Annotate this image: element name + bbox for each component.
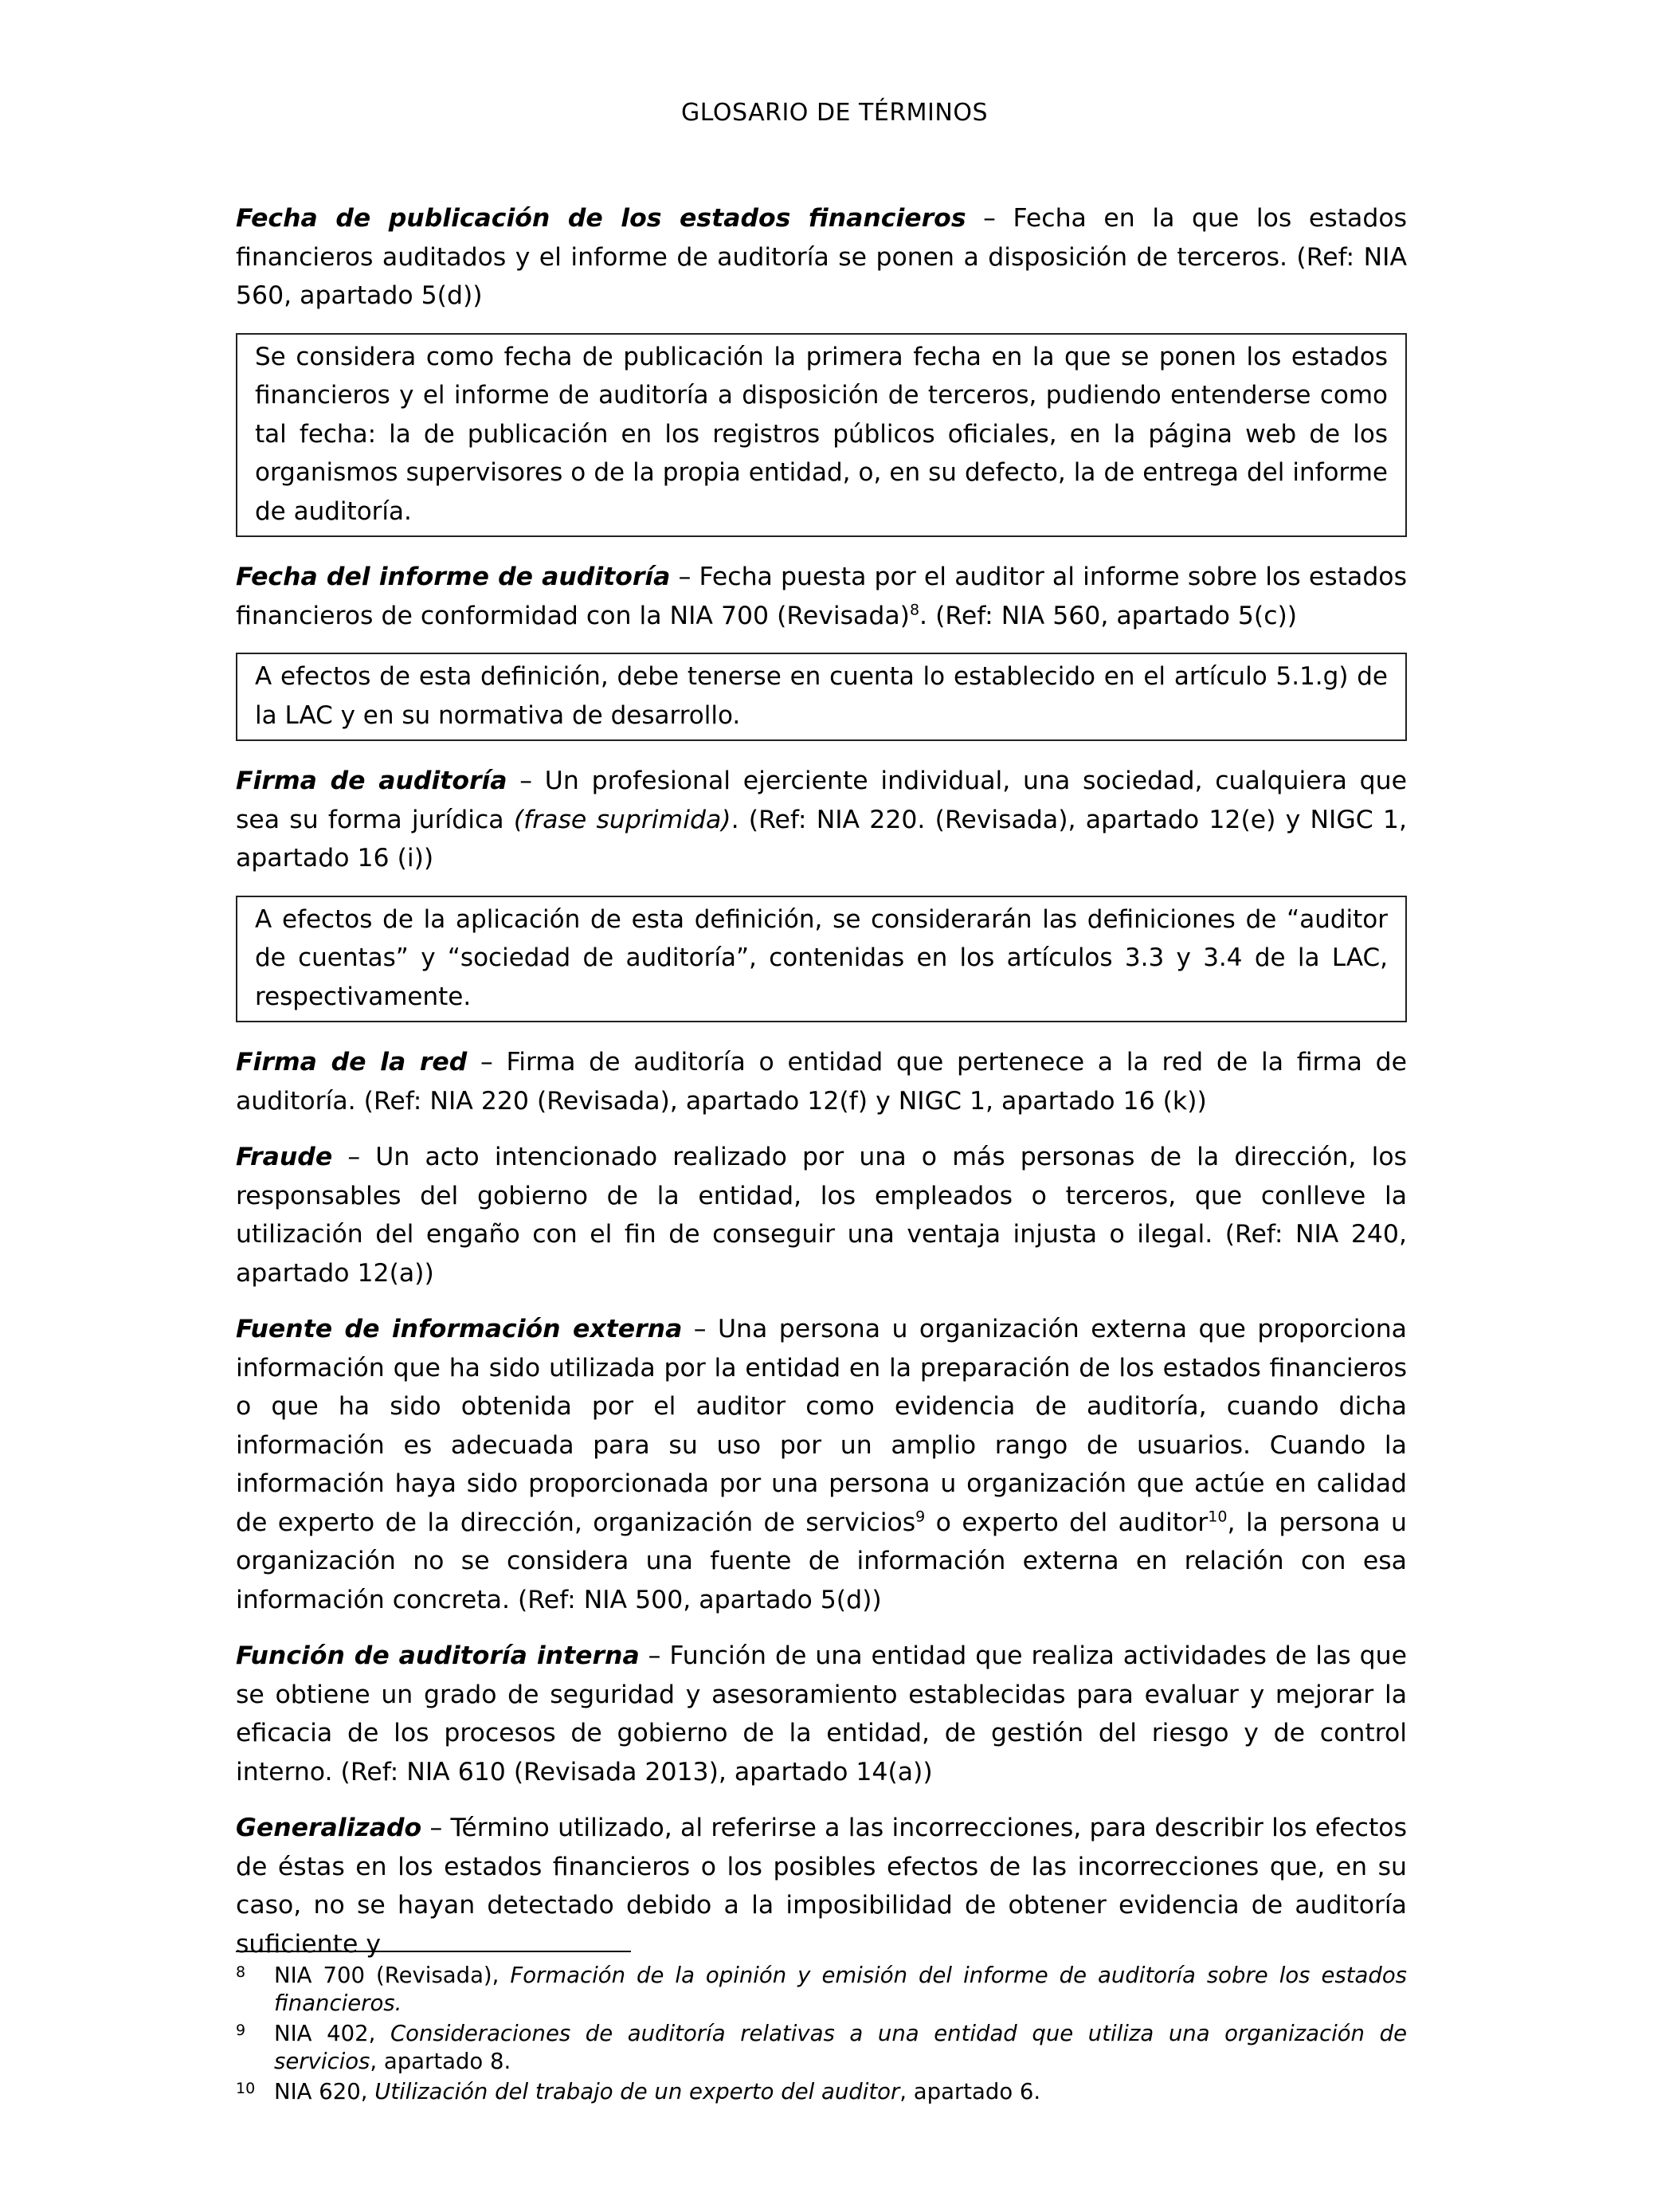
footnote-tail: , apartado 6. <box>899 2079 1041 2104</box>
note-box <box>236 653 1407 741</box>
glossary-entry <box>236 1043 1407 1120</box>
glossary-definition-tail: . (Ref: NIA 560, apartado 5(c)) <box>919 601 1298 630</box>
glossary-entry <box>236 1809 1407 1963</box>
glossary-term: Fuente de información externa <box>236 1315 683 1343</box>
page-header: GLOSARIO DE TÉRMINOS <box>680 99 988 127</box>
glossary-definition: – Fecha puesta por el auditor al informe sobre los estados financieros de conformidad con la NIA 700 (Revisada) <box>236 563 1407 630</box>
glossary-term: Fecha del informe de auditoría <box>236 563 671 591</box>
glossary-definition: – Un acto intencionado realizado por una o más personas de la dirección, los responsables del gobierno de la entidad, los empleados o terceros, que conlleve la utilización del engaño con el fin de conseguir una ventaja injusta o ilegal. (Ref: NIA 240, apartado 12(a)) <box>236 1143 1407 1288</box>
footnote-ref: 9 <box>915 1508 926 1525</box>
footnote-number: 9 <box>236 2022 246 2039</box>
glossary-definition: – Un profesional ejerciente individual, una sociedad, cualquiera que sea su forma jurídica <box>236 767 1407 834</box>
glossary-entry <box>236 1637 1407 1791</box>
footnote <box>236 1962 1407 2017</box>
note-text: Se considera como fecha de publicación la primera fecha en la que se ponen los estados financieros y el informe de auditoría a disposición de terceros, pudiendo entenderse como tal fecha: la de publicación en los registros públicos oficiales, en la página web de los organismos supervisores o de la propia entidad, o, en su defecto, la de entrega del informe de auditoría. <box>255 342 1388 526</box>
glossary-entry <box>236 762 1407 878</box>
glossary-entry <box>236 558 1407 635</box>
note-box <box>236 896 1407 1023</box>
glossary-body <box>236 199 1407 1981</box>
footnote-ref: 8 <box>909 601 920 618</box>
glossary-term: Firma de la red <box>236 1048 468 1077</box>
note-box <box>236 333 1407 538</box>
note-text: A efectos de la aplicación de esta definición, se considerarán las definiciones de “auditor de cuentas” y “sociedad de auditoría”, contenidas en los artículos 3.3 y 3.4 de la LAC, respectivamente. <box>255 904 1388 1011</box>
glossary-term: Función de auditoría interna <box>236 1641 640 1670</box>
footnote-text: NIA 700 (Revisada), <box>274 1963 511 1988</box>
glossary-term: Generalizado <box>236 1814 422 1842</box>
glossary-definition: – Firma de auditoría o entidad que pertenece a la red de la firma de auditoría. (Ref: NIA 220 (Revisada), apartado 12(f) y NIGC 1, apartado 16 (k)) <box>236 1048 1407 1116</box>
glossary-term: Fraude <box>236 1143 333 1171</box>
footnote-tail: , apartado 8. <box>370 2048 511 2074</box>
footnote-separator <box>236 1951 631 1952</box>
footnote-number: 10 <box>236 2080 256 2097</box>
glossary-entry <box>236 1310 1407 1619</box>
note-text: A efectos de esta definición, debe tenerse en cuenta lo establecido en el artículo 5.1.g) de la LAC y en su normativa de desarrollo. <box>255 662 1388 730</box>
glossary-term: Fecha de publicación de los estados financieros <box>236 204 966 233</box>
footnote <box>236 2020 1407 2075</box>
footnote <box>236 2078 1407 2106</box>
footnote-title: Consideraciones de auditoría relativas a una entidad que utiliza una organización de servicios <box>274 2021 1407 2074</box>
glossary-definition: – Función de una entidad que realiza actividades de las que se obtiene un grado de seguridad y asesoramiento establecidas para evaluar y mejorar la eficacia de los procesos de gobierno de la entidad, de gestión del riesgo y de control interno. (Ref: NIA 610 (Revisada 2013), apartado 14(a)) <box>236 1641 1407 1786</box>
footnotes <box>236 1962 1407 2109</box>
glossary-entry <box>236 1138 1407 1292</box>
footnote-text: NIA 620, <box>274 2079 375 2104</box>
glossary-definition-mid: o experto del auditor <box>925 1508 1209 1537</box>
glossary-entry <box>236 199 1407 316</box>
footnote-title: Formación de la opinión y emisión del informe de auditoría sobre los estados financieros. <box>274 1963 1407 2016</box>
glossary-definition-tail: . (Ref: NIA 220. (Revisada), apartado 12(e) y NIGC 1, apartado 16 (i)) <box>236 805 1407 873</box>
glossary-definition: – Fecha en la que los estados financieros auditados y el informe de auditoría se ponen a disposición de terceros. (Ref: NIA 560, apartado 5(d)) <box>236 204 1407 310</box>
glossary-term: Firma de auditoría <box>236 767 507 795</box>
footnote-text: NIA 402, <box>274 2021 390 2046</box>
footnote-title: Utilización del trabajo de un experto del auditor <box>374 2079 900 2104</box>
glossary-definition: – Término utilizado, al referirse a las incorrecciones, para describir los efectos de éstas en los estados financieros o los posibles efectos de las incorrecciones que, en su caso, no se hayan detectado debido a la imposibilidad de obtener evidencia de auditoría suficiente y <box>236 1814 1407 1959</box>
glossary-definition-italic: (frase suprimida) <box>513 805 731 834</box>
footnote-ref: 10 <box>1208 1508 1228 1525</box>
glossary-definition: – Una persona u organización externa que proporciona información que ha sido utilizada por la entidad en la preparación de los estados financieros o que ha sido obtenida por el auditor como evidencia de auditoría, cuando dicha información es adecuada para su uso por un amplio rango de usuarios. Cuando la información haya sido proporcionada por una persona u organización que actúe en calidad de experto de la dirección, organización de servicios <box>236 1315 1407 1537</box>
footnote-number: 8 <box>236 1963 246 1981</box>
glossary-definition-tail: , la persona u organización no se considera una fuente de información externa en relación con esa información concreta. (Ref: NIA 500, apartado 5(d)) <box>236 1508 1407 1614</box>
